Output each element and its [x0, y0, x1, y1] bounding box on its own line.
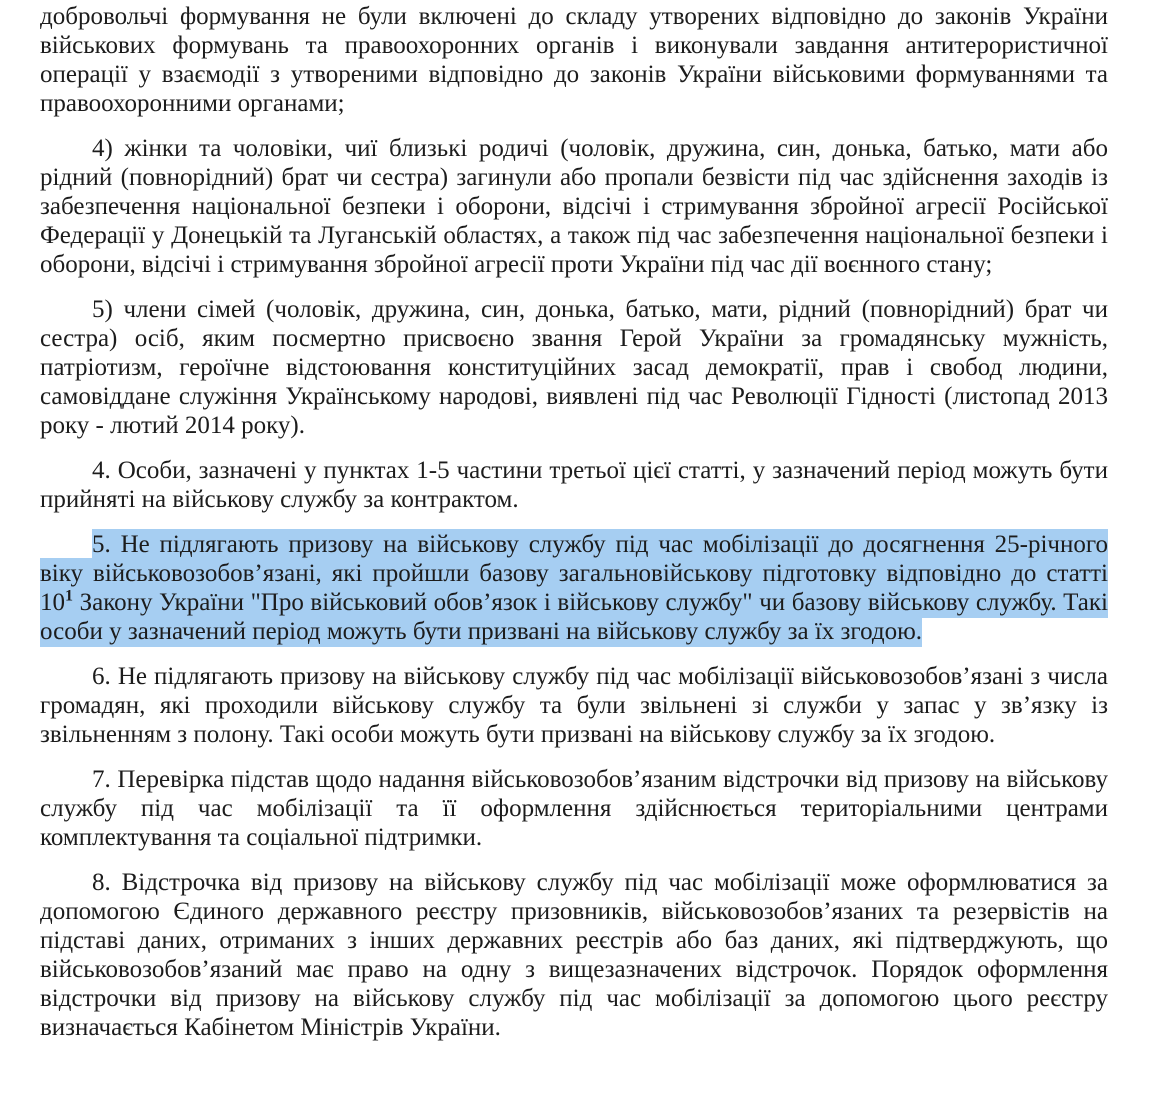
- paragraph-part-4: 4. Особи, зазначені у пунктах 1-5 частини третьої цієї статті, у зазначений період можуть бути прийняті на військову службу за контрактом.: [40, 457, 1108, 513]
- highlighted-text-after-sup: Закону України "Про військовий обов’язок і військову службу" чи базову військову службу. Такі особи у зазначений період можуть бути призвані на військову службу за їх згодою.: [40, 589, 1108, 645]
- paragraph-part-7: 7. Перевірка підстав щодо надання військовозобов’язаним відстрочки від призову на військову службу під час мобілізації та її оформлення здійснюється територіальними центрами комплектування та соціальної підтримки.: [40, 766, 1108, 851]
- paragraph-item-4: 4) жінки та чоловіки, чиї близькі родичі (чоловік, дружина, син, донька, батько, мати або рідний (повнорідний) брат чи сестра) загинули або пропали безвісти під час здійснення заходів із забезпечення національної безпеки і оборони, відсічі і стримування збройної агресії Російської Федерації у Донецькій та Луганській областях, а також під час забезпечення національної безпеки і оборони, відсічі і стримування збройної агресії проти України під час дії воєнного стану;: [40, 135, 1108, 278]
- paragraph-item-5: 5) члени сімей (чоловік, дружина, син, донька, батько, мати, рідний (повнорідний) брат чи сестра) осіб, яким посмертно присвоєно звання Герой України за громадянську мужність, патріотизм, героїчне відстоювання конституційних засад демократії, прав і свобод людини, самовіддане служіння Українському народові, виявлені під час Революції Гідності (листопад 2013 року - лютий 2014 року).: [40, 296, 1108, 439]
- paragraph-part-5: [40, 530, 1108, 646]
- paragraph-continuation: добровольчі формування не були включені до складу утворених відповідно до законів України військових формувань та правоохоронних органів і виконували завдання антитерористичної операції у взаємодії з утвореними відповідно до законів України військовими формуваннями та правоохоронними органами;: [40, 3, 1108, 117]
- highlighted-text-before-sup: 5. Не підлягають призову на військову службу під час мобілізації до досягнення 25-річного віку військовозобов’язані, які пройшли базову загальновійськову підготовку відповідно до статті 10: [40, 531, 1108, 616]
- selection-highlight: [40, 529, 1108, 647]
- paragraph-part-8: 8. Відстрочка від призову на військову службу під час мобілізації може оформлюватися за допомогою Єдиного державного реєстру призовників, військовозобов’язаних та резервістів на підставі даних, отриманих з інших державних реєстрів або баз даних, які підтверджують, що військовозобов’язаний має право на одну з вищезазначених відстрочок. Порядок оформлення відстрочки від призову на військову службу під час мобілізації за допомогою цього реєстру визначається Кабінетом Міністрів України.: [40, 869, 1108, 1041]
- paragraph-part-6: 6. Не підлягають призову на військову службу під час мобілізації військовозобов’язані з числа громадян, які проходили військову службу та були звільнені зі служби у запас у зв’язку із звільненням з полону. Такі особи можуть бути призвані на військову службу за їх згодою.: [40, 663, 1108, 748]
- superscript-one: 1: [65, 587, 73, 605]
